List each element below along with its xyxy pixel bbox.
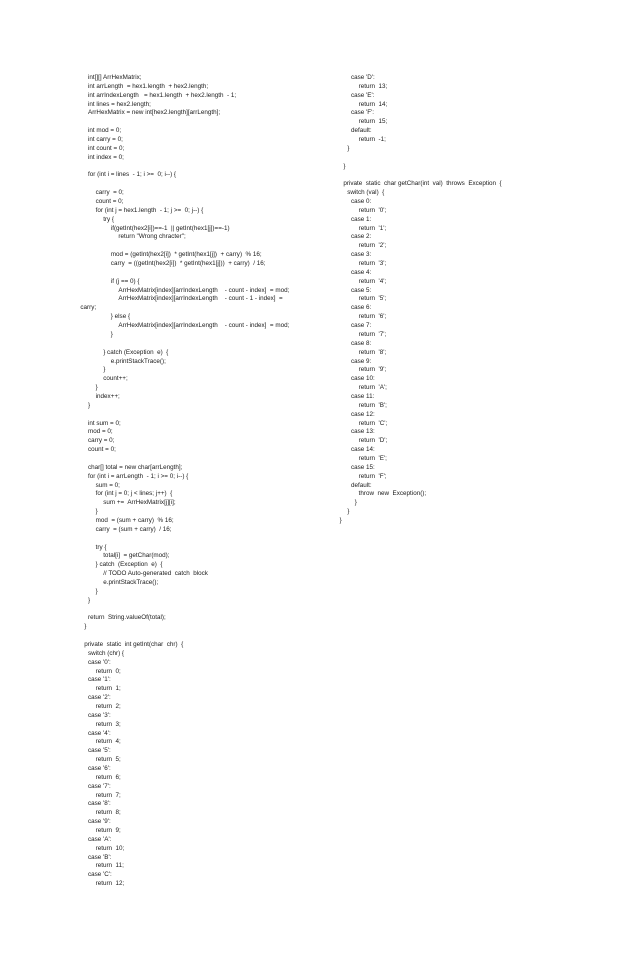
code-line [0, 428, 638, 437]
code-line-text: carry = 0; [88, 437, 115, 445]
code-line-text: } [88, 401, 91, 409]
code-line-text: return '5'; [358, 295, 387, 303]
code-line-text: switch (chr) { [88, 649, 125, 657]
code-line-text: ArrHexMatrix[index][arrIndexLength - count - index] = mod; [118, 286, 290, 294]
code-line [0, 482, 638, 491]
code-line-text: case 'F': [351, 109, 375, 117]
code-line-text: count = 0; [95, 198, 124, 206]
code-line-text: case '5': [88, 747, 111, 755]
code-line-text: } [84, 623, 87, 631]
code-line [0, 101, 638, 110]
code-line-text: return 'E'; [358, 454, 387, 462]
code-line [0, 242, 638, 251]
code-line-text: case '3': [88, 711, 111, 719]
code-line-text: return 'D'; [358, 437, 388, 445]
code-line-text: int mod = 0; [88, 127, 122, 135]
code-line-text: e.printStackTrace(); [110, 357, 166, 365]
code-line-text: return 11; [95, 862, 124, 870]
code-line-text: case 'E': [351, 91, 375, 99]
code-line [0, 464, 638, 473]
code-line-text: return 9; [95, 827, 121, 835]
code-line-text: return 'F'; [358, 472, 387, 480]
code-line-text: } catch (Exception e) { [95, 561, 163, 569]
code-line-text: int arrIndexLength = hex1.length + hex2.length - 1; [88, 91, 237, 99]
code-line [0, 561, 330, 570]
code-line [0, 295, 638, 304]
code-line [0, 632, 330, 641]
code-line-text: private static int getInt(char chr) { [84, 641, 184, 648]
code-line [0, 570, 330, 579]
code-line [0, 402, 638, 411]
code-line-text: case 11: [351, 392, 375, 400]
code-line-text: } else { [110, 313, 131, 321]
code-line [0, 854, 330, 863]
code-line-text: ArrHexMatrix = new int[hex2.length][arrLength]; [88, 109, 221, 117]
code-line-text: return '7'; [358, 330, 387, 338]
code-line [0, 233, 638, 242]
code-line [0, 145, 638, 154]
code-line [0, 800, 330, 809]
code-line-text: for (int i = arrLength - 1; i >= 0; i--) { [88, 472, 189, 480]
code-line-text: case 13: [351, 428, 375, 436]
code-line [0, 393, 638, 402]
code-line-text: default: [351, 481, 372, 489]
code-line-text: // TODO Auto-generated catch block [103, 570, 208, 578]
code-line [0, 552, 330, 561]
code-line-text: for (int j = 0; j < lines; j++) { [95, 490, 173, 498]
code-line-text: case '2': [88, 694, 111, 702]
code-line [0, 535, 330, 544]
code-line [0, 83, 638, 92]
code-line-text: } [95, 587, 98, 595]
code-line [0, 375, 638, 384]
code-line-text: case 'B': [88, 853, 112, 861]
code-line [0, 880, 330, 889]
code-line [0, 526, 330, 535]
code-line-text: mod = (sum + carry) % 16; [95, 516, 174, 524]
code-line [0, 544, 330, 553]
code-line [0, 721, 330, 730]
code-line-text: private static char getChar(int val) throws Exception { [343, 180, 502, 188]
code-line-text: throw new Exception(); [358, 490, 427, 498]
code-line-text: case 'D': [351, 74, 375, 81]
code-line-text: index++; [95, 392, 120, 400]
code-line-text: return 8; [95, 809, 121, 817]
code-line-text: case '0': [88, 658, 111, 666]
code-line [0, 171, 638, 180]
code-line-text: case 14: [351, 446, 375, 454]
code-line-text: case '6': [88, 765, 111, 773]
code-line [0, 765, 330, 774]
code-line-text: } [110, 330, 113, 338]
code-line-text: return '9'; [358, 366, 387, 374]
code-line [0, 517, 638, 526]
code-line-text: case 9: [351, 357, 372, 365]
code-line [0, 420, 638, 429]
code-line [0, 703, 330, 712]
code-line-text: return 1; [95, 685, 121, 693]
code-line-text: for (int j = hex1.length - 1; j >= 0; j--) { [95, 206, 204, 214]
code-line [0, 774, 330, 783]
code-line [0, 304, 638, 313]
code-line [0, 189, 638, 198]
code-line-text: case 12: [351, 410, 375, 418]
code-line-text: int carry = 0; [88, 136, 123, 144]
code-line-text: ArrHexMatrix[index][arrIndexLength - count - index] = mod; [118, 322, 290, 330]
code-line-text: return 4; [95, 738, 121, 746]
code-line [0, 792, 330, 801]
code-line-text: carry = ((getInt(hex2[i]) * getInt(hex1[j])) + carry) / 16; [110, 260, 266, 268]
code-line-text: return 12; [95, 880, 125, 888]
code-line [0, 508, 638, 517]
code-line-text: } [354, 499, 357, 507]
code-line-text: } [347, 508, 350, 516]
code-line [0, 490, 638, 499]
code-line-text: try { [103, 215, 115, 223]
code-line-text: return 7; [95, 791, 121, 799]
code-line-text: return '1'; [358, 224, 387, 232]
code-line [0, 871, 330, 880]
code-line [0, 499, 638, 508]
code-line [0, 216, 638, 225]
code-line-text: case '4': [88, 729, 111, 737]
code-line-text: int arrLength = hex1.length + hex2.length; [88, 82, 209, 90]
code-line-text: total[i] = getChar(mod); [103, 552, 170, 560]
code-line [0, 340, 638, 349]
code-line [0, 650, 330, 659]
code-line-text: for (int i = lines - 1; i >= 0; i--) { [88, 171, 177, 179]
code-line [0, 437, 638, 446]
code-line-text: } [347, 144, 350, 152]
code-line [0, 455, 638, 464]
code-line-text: case 6: [351, 304, 372, 312]
code-line-text: return 3; [95, 720, 121, 728]
code-line-text: return 'B'; [358, 401, 387, 409]
code-line [0, 207, 638, 216]
code-line-text: return 15; [358, 118, 388, 126]
code-line-text: } [103, 366, 106, 374]
code-line [0, 251, 638, 260]
code-line [0, 278, 638, 287]
code-line-text: case 'A': [88, 835, 112, 843]
code-line [0, 127, 638, 136]
code-line-text: case '8': [88, 800, 111, 808]
code-line-text: return 'A'; [358, 384, 387, 392]
code-line-text: sum += ArrHexMatrix[j][i]; [103, 499, 176, 507]
code-line-text: } [95, 508, 98, 516]
code-line-text: char[] total = new char[arrLength]; [88, 463, 183, 471]
code-line [0, 862, 330, 871]
code-line [0, 74, 638, 83]
code-line [0, 411, 638, 420]
code-line [0, 198, 638, 207]
code-line-text: int sum = 0; [88, 419, 121, 427]
code-line-text: return '6'; [358, 313, 387, 321]
code-line-text: case 3: [351, 251, 372, 259]
code-line [0, 614, 330, 623]
code-line-text: } [88, 596, 91, 604]
code-line [0, 322, 638, 331]
code-line-text: return '2'; [358, 242, 387, 250]
code-line-text: int count = 0; [88, 144, 125, 152]
code-line [0, 366, 638, 375]
code-line-text: case 1: [351, 215, 372, 223]
code-line-text: return 5; [95, 756, 121, 764]
code-line [0, 118, 638, 127]
code-line-text: default: [351, 127, 372, 135]
code-line-text: switch (val) { [347, 189, 385, 197]
code-line [0, 845, 330, 854]
code-line-text: case 0: [351, 198, 372, 206]
code-line [0, 136, 638, 145]
code-line-text: int[][] ArrHexMatrix; [88, 74, 142, 81]
code-line-text: return '4'; [358, 277, 387, 285]
code-line [0, 269, 638, 278]
code-line-text: case 8: [351, 339, 372, 347]
code-line [0, 676, 330, 685]
code-line [0, 331, 638, 340]
code-line-text: return '3'; [358, 260, 387, 268]
code-line-text: return 10; [95, 844, 125, 852]
code-line-text: } [343, 162, 346, 170]
code-line [0, 668, 330, 677]
code-line [0, 641, 330, 650]
code-line-text: int index = 0; [88, 153, 124, 161]
code-line [0, 809, 330, 818]
code-line-text: case '1': [88, 676, 111, 684]
code-line [0, 287, 638, 296]
code-line-text: carry = 0; [95, 189, 124, 197]
code-line [0, 818, 330, 827]
code-line [0, 579, 330, 588]
code-line [0, 659, 330, 668]
code-line-text: ArrHexMatrix[index][arrIndexLength - count - 1 - index] = [118, 295, 283, 303]
code-line [0, 738, 330, 747]
code-line-text: return 14; [358, 100, 388, 108]
code-line-text: case 5: [351, 286, 372, 294]
code-line-text: mod = 0; [88, 428, 113, 436]
code-line-text: case 7: [351, 322, 372, 330]
code-line-text: return '8'; [358, 348, 387, 356]
code-line-text: sum = 0; [95, 481, 120, 489]
code-line [0, 588, 330, 597]
code-column-right [0, 74, 638, 526]
code-line-text: count++; [103, 375, 128, 383]
code-line [0, 685, 330, 694]
code-line [0, 783, 330, 792]
code-line [0, 730, 330, 739]
code-line [0, 473, 638, 482]
code-line-text: } [339, 516, 342, 524]
code-line [0, 712, 330, 721]
code-line [0, 349, 638, 358]
code-line [0, 225, 638, 234]
code-line [0, 606, 330, 615]
code-line-text: mod = (getInt(hex2[i]) * getInt(hex1[j]) + carry) % 16; [110, 251, 262, 259]
code-line-text: case 10: [351, 375, 375, 383]
code-line [0, 154, 638, 163]
code-line-text: carry; [80, 304, 97, 312]
code-line-text: return String.valueOf(total); [88, 614, 166, 622]
code-line-text: return '0'; [358, 206, 387, 214]
code-line [0, 446, 638, 455]
code-line [0, 163, 638, 172]
code-line-text: } [95, 384, 98, 392]
code-line-text: count = 0; [88, 446, 116, 454]
code-line-text: case 4: [351, 268, 372, 276]
code-line [0, 597, 330, 606]
code-line [0, 109, 638, 118]
code-line-text: case 15: [351, 463, 375, 471]
code-line-text: if(getInt(hex2[i])==-1 || getInt(hex1[j])==-1) [110, 224, 230, 232]
code-line [0, 756, 330, 765]
code-line-text: try { [95, 543, 107, 551]
code-line [0, 92, 638, 101]
code-line-text: int lines = hex2.length; [88, 100, 151, 108]
code-line-text: return 'C'; [358, 419, 388, 427]
code-line [0, 358, 638, 367]
code-line [0, 384, 638, 393]
code-line [0, 260, 638, 269]
code-line-text: case 2: [351, 233, 372, 241]
code-line [0, 827, 330, 836]
code-line-text: return -1; [358, 136, 386, 144]
code-line [0, 180, 638, 189]
code-line-text: return 2; [95, 703, 121, 711]
code-line-text: case '7': [88, 782, 111, 790]
code-line-text: return 0; [95, 667, 121, 675]
code-line [0, 313, 638, 322]
code-line-text: return 6; [95, 773, 121, 781]
code-line [0, 623, 330, 632]
code-line-text: if (j == 0) { [110, 277, 140, 285]
code-line-text: case 'C': [88, 871, 112, 879]
code-line [0, 747, 330, 756]
code-line-text: e.printStackTrace(); [103, 578, 159, 586]
code-line-text: return 13; [358, 82, 388, 90]
code-line-text: return "Wrong chracter"; [118, 233, 186, 241]
code-line-text: case '9': [88, 818, 111, 826]
code-line [0, 694, 330, 703]
code-line [0, 836, 330, 845]
code-line-text: carry = (sum + carry) / 16; [95, 525, 172, 533]
code-line-text: } catch (Exception e) { [103, 348, 169, 356]
